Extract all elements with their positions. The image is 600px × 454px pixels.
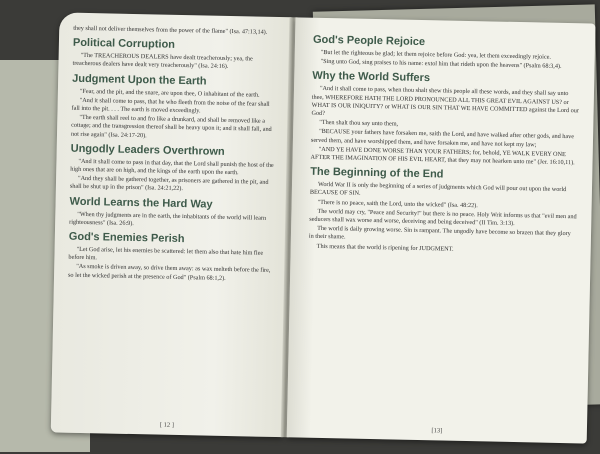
scripture-paragraph: "And it shall come to pass, when thou shalt shew this people all these words, and they shall say unto thee, WHEREFORE HATH THE LORD PRONOUNCED ALL THIS GREAT EVIL AGAINST US? or WHAT IS OUR INIQUITY? or WHAT IS OUR SIN THAT WE HAVE COMMITTED against the Lord our God? xyxy=(311,85,579,118)
scripture-paragraph: "There is no peace, saith the Lord, unto the wicked" (Isa. 48:22). xyxy=(317,198,478,209)
right-page-number: [13] xyxy=(431,427,443,435)
section-heading: God's Enemies Perish xyxy=(68,230,185,246)
section-heading: World Learns the Hard Way xyxy=(69,195,213,211)
scripture-paragraph: "The earth shall reel to and fro like a drunkard, and shall be removed like a cottage; and the transgression thereof shall be heavy upon it; and it shall fall, and not rise again" (Isa. 24:17-20). xyxy=(70,114,272,139)
section-heading: God's People Rejoice xyxy=(312,33,426,49)
section-heading: Why the World Suffers xyxy=(312,70,431,85)
scripture-paragraph: "BECAUSE your fathers have forsaken me, saith the Lord, and have walked after other gods, and have served them, and have worshipped them, and have forsaken me, and have not kept my law; xyxy=(310,128,575,149)
scripture-paragraph: World War II is only the beginning of a series of judgments which God will pour out upon the world BECAUSE OF SIN. xyxy=(309,181,567,198)
scripture-paragraph: This means that the world is ripening for JUDGMENT. xyxy=(316,242,454,253)
scripture-paragraph: "As smoke is driven away, so drive them away: as wax melteth before the fire, so let the wicked perish at the presence of God" (Psalm 68:1,2). xyxy=(67,263,271,282)
right-page-content xyxy=(305,30,581,424)
scripture-paragraph: "When thy judgments are in the earth, the inhabitants of the world will learn righteousness" (Isa. 26:9). xyxy=(69,210,267,227)
scripture-paragraph: "And they shall be gathered together, as prisoners are gathered in the pit, and shall be shut up in the prison" (Isa. 24:21,22). xyxy=(69,175,269,193)
left-top-text: they shall not deliver themselves from the power of the flame" (Isa. 47:13,14). xyxy=(73,24,268,36)
left-page-content xyxy=(65,25,279,417)
section-heading: Ungodly Leaders Overthrown xyxy=(70,142,225,158)
section-heading: Judgment Upon the Earth xyxy=(72,72,207,88)
left-page-number: [ 12 ] xyxy=(159,421,175,429)
scripture-paragraph: "The TREACHEROUS DEALERS have dealt treacherously; yea, the treacherous dealers have dealt very treacherously" (Isa. 24:16). xyxy=(72,52,253,71)
scripture-paragraph: The world is daily growing worse. Sin is rampant. The ungodly have become so brazen that they glory in their shame. xyxy=(308,225,571,241)
section-heading: The Beginning of the End xyxy=(310,165,444,181)
left-page xyxy=(51,12,292,437)
scripture-paragraph: The world may cry, "Peace and Security!" but there is no peace. Holy Writ informs us that "evil men and seducers shall wax worse and worse, deceiving and being deceived" (II Tim. 3:13). xyxy=(309,207,577,228)
scripture-paragraph: "And it shall come to pass in that day, that the Lord shall punish the host of the high ones that are on high, and the kings of the earth upon the earth. xyxy=(70,157,274,177)
scripture-paragraph: "AND YE HAVE DONE WORSE THAN YOUR FATHERS; for, behold, YE WALK EVERY ONE AFTER THE IMAGINATION OF HIS EVIL HEART, that they may not hearken unto me" (Jer. 16:10,11). xyxy=(310,145,575,167)
scripture-paragraph: "Sing unto God, sing praises to his name: extol him that rideth upon the heavens" (Psalm 68:3,4). xyxy=(320,58,562,71)
section-heading: Political Corruption xyxy=(72,36,176,52)
open-booklet xyxy=(51,12,598,453)
scripture-paragraph: "And it shall come to pass, that he who fleeth from the noise of the fear shall fall into the pit. . . . The earth is moved exceedingly. xyxy=(71,96,270,115)
right-page xyxy=(287,17,596,443)
scripture-paragraph: "Fear, and the pit, and the snare, are upon thee, O inhabitant of the earth. xyxy=(79,87,260,99)
scripture-paragraph: "Let God arise, let his enemies be scattered: let them also that hate him flee before him. xyxy=(68,245,264,262)
scripture-paragraph: "Then shalt thou say unto them, xyxy=(319,119,399,128)
scripture-paragraph: "But let the righteous be glad; let them rejoice before God: yea, let them exceedingly rejoice. xyxy=(320,48,551,61)
